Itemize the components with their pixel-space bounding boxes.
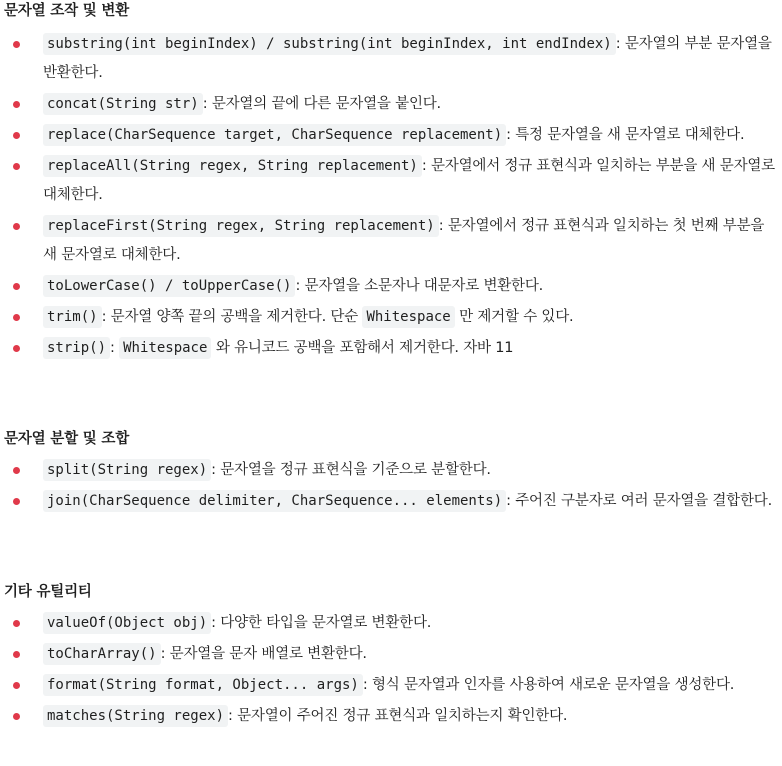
- bullet-icon: [13, 498, 20, 505]
- method-description: : 문자열 양쪽 끝의 공백을 제거한다. 단순: [101, 309, 363, 325]
- section-heading: 문자열 조작 및 변환: [4, 3, 129, 19]
- list-item: [4, 152, 776, 210]
- bullet-icon: [13, 651, 20, 658]
- method-code: replaceAll(String regex, String replacement): [43, 155, 422, 177]
- section-heading: 문자열 분할 및 조합: [4, 431, 129, 447]
- method-code: split(String regex): [43, 459, 211, 481]
- bullet-icon: [13, 314, 20, 321]
- bullet-icon: [13, 345, 20, 352]
- list-item: [4, 121, 776, 150]
- list-item: [4, 272, 776, 301]
- list-item: [4, 640, 776, 669]
- inline-code: Whitespace: [119, 337, 211, 359]
- method-code: trim(): [43, 306, 102, 328]
- method-description: : 형식 문자열과 인자를 사용하여 새로운 문자열을 생성한다.: [362, 677, 735, 693]
- method-list: [4, 30, 776, 363]
- method-code: join(CharSequence delimiter, CharSequence... elements): [43, 490, 506, 512]
- list-item: [4, 334, 776, 363]
- method-code: replaceFirst(String regex, String replacement): [43, 215, 439, 237]
- list-item: [4, 487, 776, 516]
- section-split-join: [4, 428, 776, 518]
- bullet-icon: [13, 132, 20, 139]
- method-description-continued: 만 제거할 수 있다.: [454, 309, 574, 325]
- list-item: [4, 702, 776, 731]
- inline-code: Whitespace: [362, 306, 454, 328]
- list-item: [4, 671, 776, 700]
- list-item: [4, 609, 776, 638]
- section-utilities: [4, 581, 776, 733]
- list-item: [4, 303, 776, 332]
- method-description: : 문자열을 문자 배열로 변환한다.: [160, 646, 367, 662]
- method-code: format(String format, Object... args): [43, 674, 363, 696]
- method-code: substring(int beginIndex) / substring(int beginIndex, int endIndex): [43, 33, 616, 55]
- method-description: : 문자열을 정규 표현식을 기준으로 분할한다.: [211, 462, 491, 478]
- bullet-icon: [13, 41, 20, 48]
- method-code: toCharArray(): [43, 643, 161, 665]
- bullet-icon: [13, 283, 20, 290]
- bullet-icon: [13, 682, 20, 689]
- bullet-icon: [13, 620, 20, 627]
- bullet-icon: [13, 223, 20, 230]
- method-description: :: [110, 340, 120, 356]
- list-item: [4, 30, 776, 88]
- method-description: : 문자열을 소문자나 대문자로 변환한다.: [295, 278, 544, 294]
- list-item: [4, 90, 776, 119]
- method-list: [4, 609, 776, 731]
- bullet-icon: [13, 467, 20, 474]
- bullet-icon: [13, 713, 20, 720]
- method-description: : 문자열이 주어진 정규 표현식과 일치하는지 확인한다.: [228, 708, 568, 724]
- method-code: strip(): [43, 337, 110, 359]
- method-description: : 문자열의 끝에 다른 문자열을 붙인다.: [202, 96, 441, 112]
- section-heading: 기타 유틸리티: [4, 584, 92, 600]
- method-code: concat(String str): [43, 93, 203, 115]
- method-code: replace(CharSequence target, CharSequence replacement): [43, 124, 506, 146]
- bullet-icon: [13, 163, 20, 170]
- list-item: [4, 456, 776, 485]
- method-code: valueOf(Object obj): [43, 612, 211, 634]
- method-description: : 문자열에서 정규 표현식과 일치하는 첫 번째 부분을 새 문자열로 대체한다.: [43, 218, 765, 263]
- method-description: : 특정 문자열을 새 문자열로 대체한다.: [506, 127, 745, 143]
- method-description-continued: 와 유니코드 공백을 포함해서 제거한다. 자바 11: [211, 340, 514, 356]
- bullet-icon: [13, 101, 20, 108]
- method-list: [4, 456, 776, 516]
- method-code: matches(String regex): [43, 705, 228, 727]
- method-description: : 주어진 구분자로 여러 문자열을 결합한다.: [506, 493, 773, 509]
- section-string-manipulation: [4, 0, 776, 365]
- method-description: : 문자열의 부분 문자열을 반환한다.: [43, 36, 772, 81]
- list-item: [4, 212, 776, 270]
- method-description: : 다양한 타입을 문자열로 변환한다.: [211, 615, 432, 631]
- method-description: : 문자열에서 정규 표현식과 일치하는 부분을 새 문자열로 대체한다.: [43, 158, 775, 203]
- method-code: toLowerCase() / toUpperCase(): [43, 275, 295, 297]
